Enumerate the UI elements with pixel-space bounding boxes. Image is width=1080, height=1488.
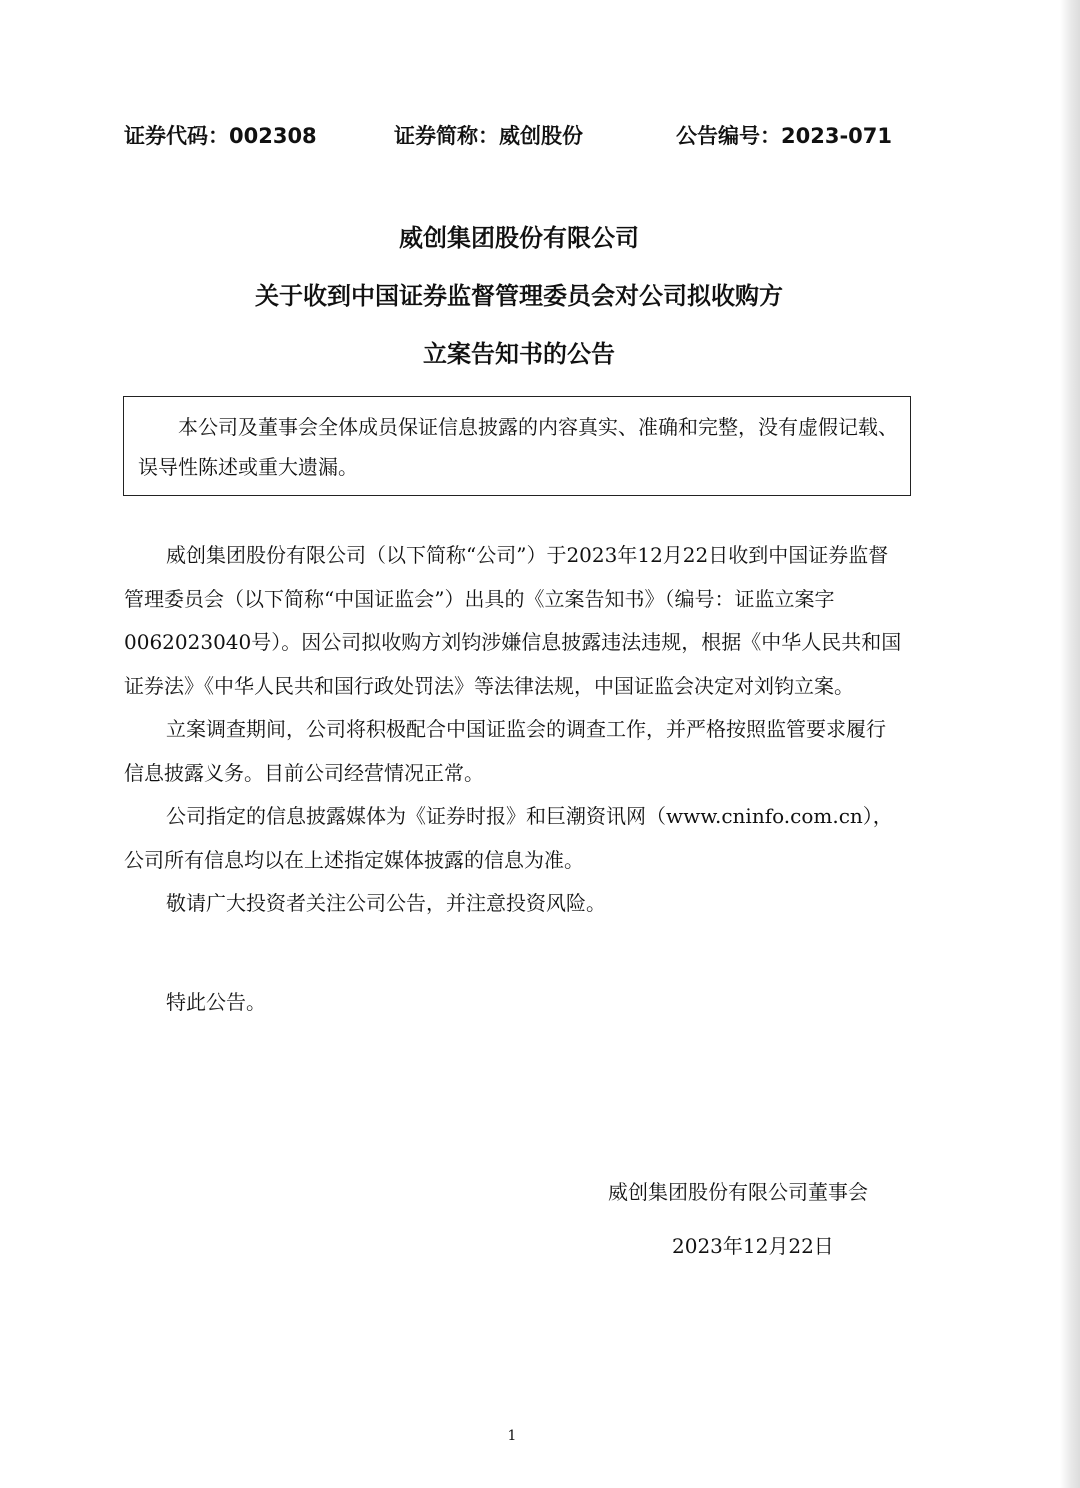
paragraph-media: 公司指定的信息披露媒体为《证券时报》和巨潮资讯网（www.cninfo.com.cn），公司所有信息均以在上述指定媒体披露的信息为准。 [124,804,893,872]
paragraph-risk-notice: 敬请广大投资者关注公司公告，并注意投资风险。 [166,891,606,915]
security-code: 证券代码：002308 [124,124,317,148]
announcement-header [124,118,924,154]
paragraph-investigation: 立案调查期间，公司将积极配合中国证监会的调查工作，并严格按照监管要求履行信息披露义务。目前公司经营情况正常。 [124,717,886,785]
board-statement-box [123,396,911,496]
title-subject: 关于收到中国证券监督管理委员会对公司拟收购方 [255,282,783,310]
closing-remark: 特此公告。 [166,990,266,1014]
announcement-body [124,534,904,926]
title-subject-cont: 立案告知书的公告 [423,340,615,368]
paragraph-main: 威创集团股份有限公司（以下简称“公司”）于2023年12月22日收到中国证券监督管理委员会（以下简称“中国证监会”）出具的《立案告知书》（编号：证监立案字0062023040号）。因公司拟收购方刘钧涉嫌信息披露违法违规，根据《中华人民共和国证券法》《中华人民共和国行政处罚法》等法律法规，中国证监会决定对刘钧立案。 [124,543,902,698]
page-number: 1 [507,1428,517,1444]
board-statement: 本公司及董事会全体成员保证信息披露的内容真实、准确和完整，没有虚假记载、误导性陈述或重大遗漏。 [138,415,898,479]
title-company: 威创集团股份有限公司 [399,224,639,252]
announcement-date: 2023年12月22日 [672,1234,834,1258]
signature: 威创集团股份有限公司董事会 [608,1180,868,1204]
security-short-name: 证券简称：威创股份 [394,124,583,148]
page-edge-shadow [1060,0,1080,1488]
announcement-number: 公告编号：2023-071 [676,124,892,148]
